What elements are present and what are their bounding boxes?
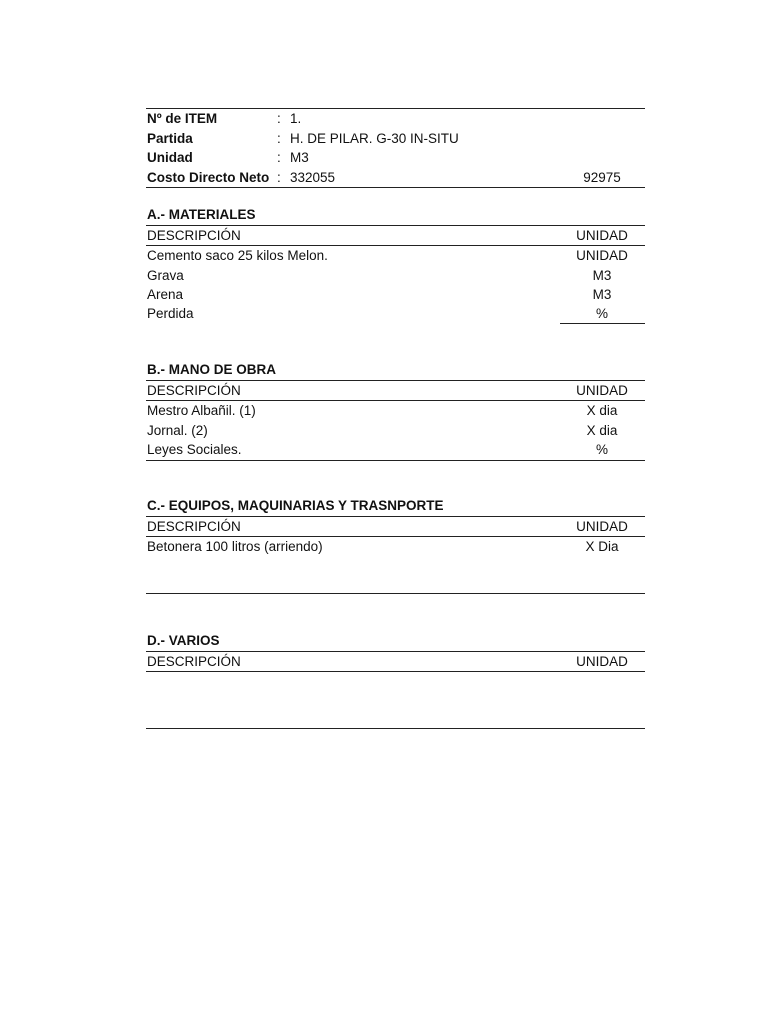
- materiales-title-row: [146, 205, 645, 225]
- table-row: [146, 266, 645, 286]
- row-unit: X dia: [586, 403, 618, 418]
- row-unit: M3: [592, 267, 612, 283]
- materiales-title: A.- MATERIALES: [147, 207, 256, 222]
- row-unit: UNIDAD: [576, 248, 628, 263]
- row-unit: X Dia: [585, 539, 619, 554]
- varios-title: D.- VARIOS: [147, 633, 220, 648]
- table-row: [146, 285, 645, 305]
- partida-colon: :: [277, 130, 281, 146]
- equipos-col-unit: UNIDAD: [576, 518, 628, 534]
- unidad-label: Unidad: [147, 150, 193, 165]
- unidad-colon: :: [277, 150, 281, 165]
- item-colon: :: [277, 111, 281, 126]
- costo-label: Costo Directo Neto: [147, 169, 270, 185]
- row-description: Jornal. (2): [147, 422, 208, 438]
- table-row: [146, 401, 645, 421]
- varios-bottom-rule: [146, 728, 645, 729]
- unidad-row: [146, 148, 645, 168]
- mano-obra-title: B.- MANO DE OBRA: [147, 362, 276, 377]
- row-description: Arena: [147, 287, 184, 302]
- row-description: Grava: [147, 267, 184, 283]
- materiales-unit-underline: [560, 323, 645, 324]
- row-description: Leyes Sociales.: [147, 442, 242, 457]
- equipos-title-row: [146, 496, 645, 516]
- varios-title-row: [146, 631, 645, 651]
- row-unit: X dia: [586, 422, 618, 438]
- table-row: [146, 421, 645, 441]
- materiales-header-row: [146, 225, 645, 247]
- equipos-col-desc: DESCRIPCIÓN: [147, 518, 241, 534]
- partida-value: H. DE PILAR. G-30 IN-SITU: [290, 130, 459, 146]
- costo-colon: :: [277, 169, 281, 185]
- row-description: Betonera 100 litros (arriendo): [147, 539, 323, 554]
- mano-obra-title-row: [146, 360, 645, 380]
- partida-label: Partida: [147, 130, 193, 146]
- equipos-header-row: [146, 516, 645, 538]
- varios-col-desc: DESCRIPCIÓN: [147, 653, 241, 669]
- table-row: [146, 246, 645, 266]
- partida-row: [146, 129, 645, 149]
- costo-right-value: 92975: [583, 169, 621, 185]
- row-unit: %: [595, 442, 608, 457]
- table-row: [146, 537, 645, 557]
- unidad-value: M3: [290, 150, 309, 165]
- equipos-bottom-rule: [146, 593, 645, 594]
- row-unit: %: [595, 305, 608, 321]
- item-label: Nº de ITEM: [147, 111, 218, 126]
- materiales-col-desc: DESCRIPCIÓN: [147, 227, 241, 243]
- section-equipos: [146, 496, 645, 557]
- section-varios: [146, 631, 645, 672]
- item-row: [146, 109, 645, 129]
- row-description: Perdida: [147, 305, 194, 321]
- mano-obra-header-row: [146, 380, 645, 402]
- row-description: Cemento saco 25 kilos Melon.: [147, 248, 328, 263]
- section-materiales: [146, 205, 645, 323]
- header-block: [146, 108, 645, 188]
- varios-col-unit: UNIDAD: [576, 653, 628, 669]
- equipos-title: C.- EQUIPOS, MAQUINARIAS Y TRASNPORTE: [147, 498, 444, 513]
- costo-row: [146, 168, 645, 189]
- materiales-col-unit: UNIDAD: [576, 227, 628, 243]
- row-unit: M3: [592, 287, 612, 302]
- section-mano-obra: [146, 360, 645, 461]
- table-row: [146, 305, 645, 323]
- table-row: [146, 440, 645, 461]
- row-description: Mestro Albañil. (1): [147, 403, 256, 418]
- mano-obra-col-desc: DESCRIPCIÓN: [147, 382, 241, 398]
- item-value: 1.: [290, 111, 302, 126]
- mano-obra-col-unit: UNIDAD: [576, 382, 628, 398]
- costo-value: 332055: [290, 169, 336, 185]
- varios-header-row: [146, 651, 645, 673]
